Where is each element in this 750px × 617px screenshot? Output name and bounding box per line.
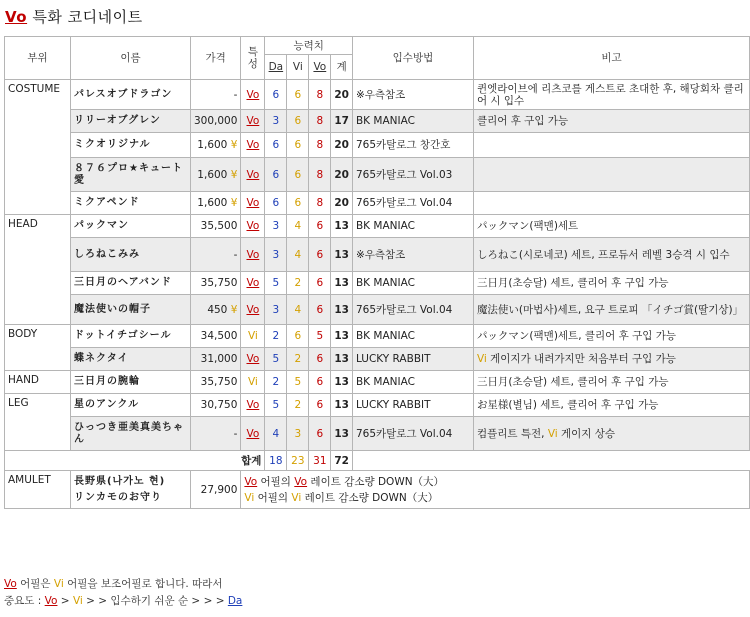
item-name: 蝶ネクタイ [70,348,190,371]
item-method: 765카탈로그 Vol.04 [352,295,473,325]
stat-token: Da [227,595,243,607]
price-value: 35,500 [200,220,238,232]
sum-da: 18 [265,451,287,471]
item-trait [241,158,265,192]
stat-token: Vo [294,475,308,488]
table-row [5,238,750,272]
yen-icon: ¥ [227,139,238,151]
header-stats: 능력치 [265,37,353,55]
item-note: 三日月(초승달) 세트, 클리어 후 구입 가능 [473,371,749,394]
item-note: 퀸엣라이브에 리츠코를 게스트로 초대한 후, 해당회차 클리어 시 입수 [473,80,749,110]
stat-total: 20 [331,192,353,215]
footnote-2: 중요도 : Vo > Vi > > 입수하기 쉬운 순 > > > Da [4,595,243,607]
sum-label: 합계 [5,451,265,471]
item-name: 魔法使いの帽子 [70,295,190,325]
item-method: ※우측참조 [352,238,473,272]
stat-da: 2 [265,371,287,394]
price-value: 1,600 [197,168,228,181]
item-price [190,371,240,394]
sum-total: 72 [331,451,353,471]
footnotes [4,576,242,610]
item-method: BK MANIAC [352,110,473,133]
item-name: 三日月のヘアバンド [70,272,190,295]
table-row [5,325,750,348]
sum-row [5,451,750,471]
stat-vi: 6 [287,325,309,348]
item-name: パックマン [70,215,190,238]
item-note: 魔法使い(마법사)세트, 요구 트로피 「イチゴ賞(딸기상)」 [473,295,749,325]
amulet-price: 27,900 [190,471,240,509]
sum-vo: 31 [309,451,331,471]
item-trait [241,192,265,215]
stat-da: 6 [265,80,287,110]
amulet-row [5,471,750,509]
table-row [5,371,750,394]
stat-total: 13 [331,348,353,371]
amulet-part: AMULET [5,471,71,509]
price-value: 1,600 [197,139,228,151]
amulet-name-2: リンカモのお守り [73,491,162,503]
stat-total: 13 [331,417,353,451]
stat-da: 3 [265,295,287,325]
sum-empty [352,451,749,471]
item-trait [241,394,265,417]
price-value: - [233,427,238,440]
stat-vi: 6 [287,133,309,158]
stat-token: Vo [4,578,17,590]
page-title [5,6,143,27]
price-value: 30,750 [200,399,238,411]
trait-value: Vo [246,277,260,289]
item-note: パックマン(팩맨)세트 [473,215,749,238]
trait-value: Vo [246,353,260,365]
table-row [5,110,750,133]
stat-vi: 3 [287,417,309,451]
item-trait [241,371,265,394]
item-method: 765카탈로그 Vol.04 [352,417,473,451]
stat-vi: 6 [287,158,309,192]
item-price [190,215,240,238]
item-trait [241,110,265,133]
stat-token: Vo [244,475,258,488]
header-vi: Vi [287,55,309,80]
item-trait [241,238,265,272]
trait-value: Vo [246,427,260,440]
stat-vi: 2 [287,348,309,371]
price-value: 35,750 [200,376,238,388]
item-name: 三日月の腕輪 [70,371,190,394]
item-method: 765카탈로그 Vol.04 [352,192,473,215]
amulet-note-2: Vi 어필의 Vi 레이트 감소량 DOWN（大） [244,491,439,504]
stat-da: 5 [265,272,287,295]
stat-vo: 8 [309,133,331,158]
item-method: BK MANIAC [352,371,473,394]
item-price [190,417,240,451]
stat-total: 13 [331,215,353,238]
header-vo: Vo [309,55,331,80]
table-row [5,417,750,451]
stat-vi: 6 [287,80,309,110]
stat-da: 5 [265,348,287,371]
item-note: お星様(별님) 세트, 클리어 후 구입 가능 [473,394,749,417]
item-name: ミクオリジナル [70,133,190,158]
yen-icon: ¥ [227,303,238,316]
item-note: Vi 게이지가 내려가지만 처음부터 구입 가능 [473,348,749,371]
item-name: ミクアペンド [70,192,190,215]
amulet-name-1: 長野県(나가노 현) [73,475,166,487]
price-value: 35,750 [200,277,238,289]
item-method: BK MANIAC [352,272,473,295]
amulet-name [70,471,190,509]
stat-da: 6 [265,192,287,215]
item-note: パックマン(팩맨)세트, 클리어 후 구입 가능 [473,325,749,348]
item-price [190,158,240,192]
header-name: 이름 [70,37,190,80]
table-row [5,348,750,371]
item-trait [241,295,265,325]
item-trait [241,133,265,158]
stat-vo: 8 [309,158,331,192]
table-row [5,133,750,158]
trait-value: Vi [247,330,258,342]
price-value: 450 [207,303,228,316]
trait-value: Vo [246,399,260,411]
item-name: リリーオブグレン [70,110,190,133]
price-value: 1,600 [197,197,228,209]
item-trait [241,215,265,238]
stat-da: 4 [265,417,287,451]
stat-da: 3 [265,215,287,238]
trait-value: Vo [246,197,260,209]
item-price [190,110,240,133]
stat-total: 13 [331,371,353,394]
item-name: ひっつき亜美真美ちゃん [70,417,190,451]
item-price [190,295,240,325]
stat-vo: 6 [309,394,331,417]
coordinate-table [4,36,750,509]
stat-vo: 6 [309,295,331,325]
item-price [190,238,240,272]
stat-total: 13 [331,238,353,272]
table-row [5,272,750,295]
title-vo: Vo [5,8,28,26]
stat-vi: 5 [287,371,309,394]
item-price [190,133,240,158]
item-price [190,394,240,417]
item-price [190,325,240,348]
stat-vo: 6 [309,348,331,371]
stat-vo: 8 [309,110,331,133]
trait-value: Vo [246,303,260,316]
item-name: しろねこみみ [70,238,190,272]
item-trait [241,417,265,451]
stat-token: Vi [244,491,255,504]
item-price [190,192,240,215]
stat-token: Vi [476,353,487,365]
stat-vi: 6 [287,110,309,133]
item-name: パレスオブドラゴン [70,80,190,110]
item-note: 컴플리트 특전, Vi 게이지 상승 [473,417,749,451]
item-note [473,192,749,215]
item-note [473,158,749,192]
trait-value: Vo [246,248,260,261]
stat-vi: 2 [287,272,309,295]
stat-da: 5 [265,394,287,417]
part-cell: COSTUME [5,80,71,215]
table-row [5,192,750,215]
price-value: 34,500 [200,330,238,342]
item-name: ８７６プロ★キュート 愛 [70,158,190,192]
item-trait [241,272,265,295]
item-trait [241,80,265,110]
header-price: 가격 [190,37,240,80]
trait-value: Vi [247,376,258,388]
stat-total: 17 [331,110,353,133]
header-trait: 특성 [241,37,265,80]
item-name: ドットイチゴシール [70,325,190,348]
price-value: 31,000 [200,353,238,365]
stat-vi: 4 [287,238,309,272]
item-method: BK MANIAC [352,215,473,238]
stat-total: 20 [331,158,353,192]
stat-vo: 8 [309,192,331,215]
item-method: LUCKY RABBIT [352,348,473,371]
yen-icon: ¥ [227,168,238,181]
part-cell: LEG [5,394,71,451]
stat-total: 13 [331,272,353,295]
stat-vo: 6 [309,272,331,295]
stat-token: Vo [44,595,58,607]
stat-token: Vi [53,578,64,590]
item-method: ※우측참조 [352,80,473,110]
stat-vo: 8 [309,80,331,110]
header-part: 부위 [5,37,71,80]
part-cell: HAND [5,371,71,394]
stat-total: 13 [331,325,353,348]
trait-value: Vo [246,139,260,151]
amulet-note [241,471,750,509]
stat-da: 3 [265,238,287,272]
table-row [5,158,750,192]
header-method: 입수방법 [352,37,473,80]
header-note: 비고 [473,37,749,80]
stat-token: Vi [72,595,83,607]
title-text: 특화 코디네이트 [32,8,143,26]
stat-da: 6 [265,133,287,158]
item-price [190,80,240,110]
table-body [5,80,750,509]
stat-vi: 4 [287,295,309,325]
item-trait [241,325,265,348]
table-row [5,80,750,110]
price-value: - [233,88,238,101]
item-method: 765카탈로그 창간호 [352,133,473,158]
stat-da: 3 [265,110,287,133]
table-row [5,295,750,325]
item-note [473,133,749,158]
amulet-note-1: Vo 어필의 Vo 레이트 감소량 DOWN（大） [244,475,445,488]
header-da: Da [265,55,287,80]
trait-value: Vo [246,115,260,127]
price-value: - [233,248,238,261]
stat-total: 13 [331,295,353,325]
stat-da: 2 [265,325,287,348]
stat-vi: 4 [287,215,309,238]
stat-vo: 5 [309,325,331,348]
trait-value: Vo [246,220,260,232]
sum-vi: 23 [287,451,309,471]
item-method: 765카탈로그 Vol.03 [352,158,473,192]
trait-value: Vo [246,88,260,101]
stat-token: Vi [547,427,558,440]
header-total: 계 [331,55,353,80]
stat-da: 6 [265,158,287,192]
part-cell: HEAD [5,215,71,325]
item-method: BK MANIAC [352,325,473,348]
table-row [5,215,750,238]
stat-vo: 6 [309,371,331,394]
stat-vo: 6 [309,215,331,238]
stat-token: Vi [291,491,302,504]
item-method: LUCKY RABBIT [352,394,473,417]
item-price [190,348,240,371]
stat-total: 13 [331,394,353,417]
item-note: しろねこ(시로네코) 세트, 프로듀서 레벨 3승격 시 입수 [473,238,749,272]
trait-value: Vo [246,168,260,181]
yen-icon: ¥ [227,197,238,209]
stat-total: 20 [331,133,353,158]
stat-total: 20 [331,80,353,110]
stat-vo: 6 [309,238,331,272]
stat-vi: 2 [287,394,309,417]
item-trait [241,348,265,371]
stat-vi: 6 [287,192,309,215]
stat-vo: 6 [309,417,331,451]
item-price [190,272,240,295]
footnote-1: Vo 어필은 Vi 어필을 보조어필로 합니다. 따라서 [4,578,223,590]
price-value: 300,000 [193,115,238,127]
item-note: 클리어 후 구입 가능 [473,110,749,133]
item-note: 三日月(초승달) 세트, 클리어 후 구입 가능 [473,272,749,295]
table-row [5,394,750,417]
item-name: 星のアンクル [70,394,190,417]
part-cell: BODY [5,325,71,371]
